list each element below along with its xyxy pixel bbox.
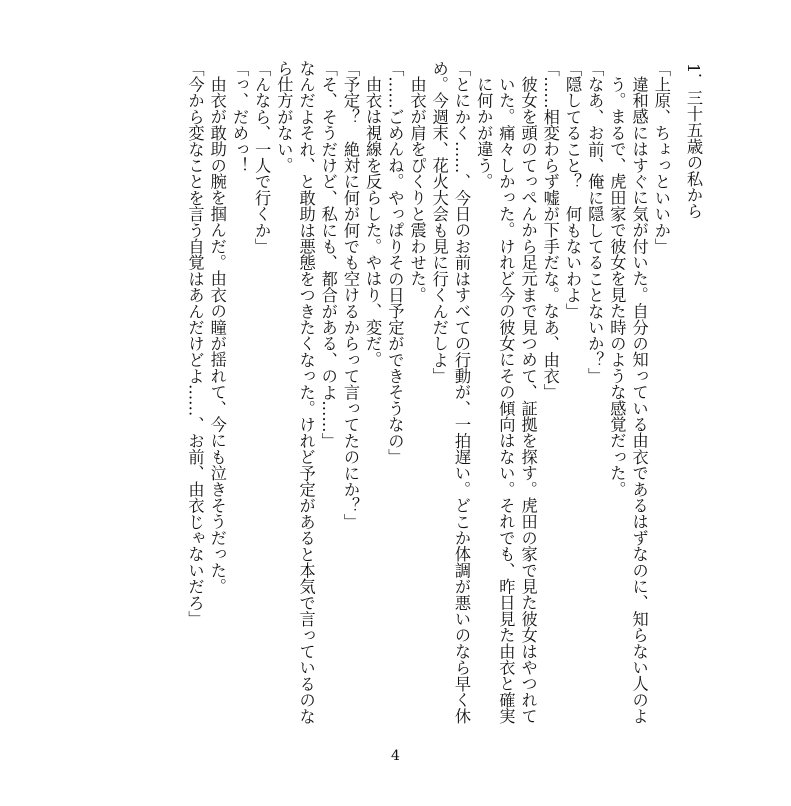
narration-paragraph: なんだよそれ、と敢助は悪態をつきたくなった。けれど予定があると本気で言っているのなら仕方がない。 <box>274 60 316 725</box>
narration-paragraph: 彼女を頭のてっぺんから足元まで見つめて、証拠を探す。虎田の家で見た彼女はやつれていた。痛々しかった。けれど今の彼女にその傾向はない。それでも、昨日見た由衣と確実に何かが違う。 <box>474 76 538 725</box>
dialogue-line: 「……相変わらず嘘が下手だな。なあ、由衣」 <box>540 60 560 401</box>
dialogue-line: 「っ、だめっ！ <box>229 60 249 174</box>
dialogue-line: 「今から変なことを言う自覚はあんだけどよ……、お前、由衣じゃないだろ」 <box>185 60 205 627</box>
dialogue-line: 「んなら、一人で行くか」 <box>252 60 272 255</box>
dialogue-line: 「上原、ちょっといいか」 <box>651 60 671 255</box>
narration-line: 由衣が敢助の腕を掴んだ。由衣の瞳が揺れて、今にも泣きそうだった。 <box>207 76 227 595</box>
narration-line: 由衣は視線を反らした。やはり、変だ。 <box>363 76 383 368</box>
narration-line: 由衣が肩をぴくりと震わせた。 <box>407 76 427 303</box>
dialogue-paragraph: 「とにかく……、今日のお前はすべての行動が、一拍遅い。どこか体調が悪いのなら早く休め。今週末、花火大会も見に行くんだしよ」 <box>429 60 471 725</box>
dialogue-line: 「……ごめんね。やっぱりその日予定ができそうなの」 <box>385 60 405 465</box>
dialogue-line: 「隠してること？ 何もないわよ」 <box>562 60 582 320</box>
chapter-title: 1．三十五歳の私から <box>684 63 703 220</box>
vertical-text-body <box>185 60 720 740</box>
dialogue-line: 「そ、そうだけど、私にも、都合がある、のよ……」 <box>318 60 338 449</box>
narration-paragraph: 違和感にはすぐに気が付いた。自分の知っている由衣であるはずなのに、知らない人のよう。まるで、虎田家で彼女を見た時のような感覚だった。 <box>607 76 649 725</box>
page-number: 4 <box>391 748 400 764</box>
dialogue-line: 「予定？ 絶対に何が何でも空けるからって言ってたのにか？」 <box>340 60 360 530</box>
dialogue-line: 「なあ、お前、俺に隠してることないか？」 <box>585 60 605 384</box>
